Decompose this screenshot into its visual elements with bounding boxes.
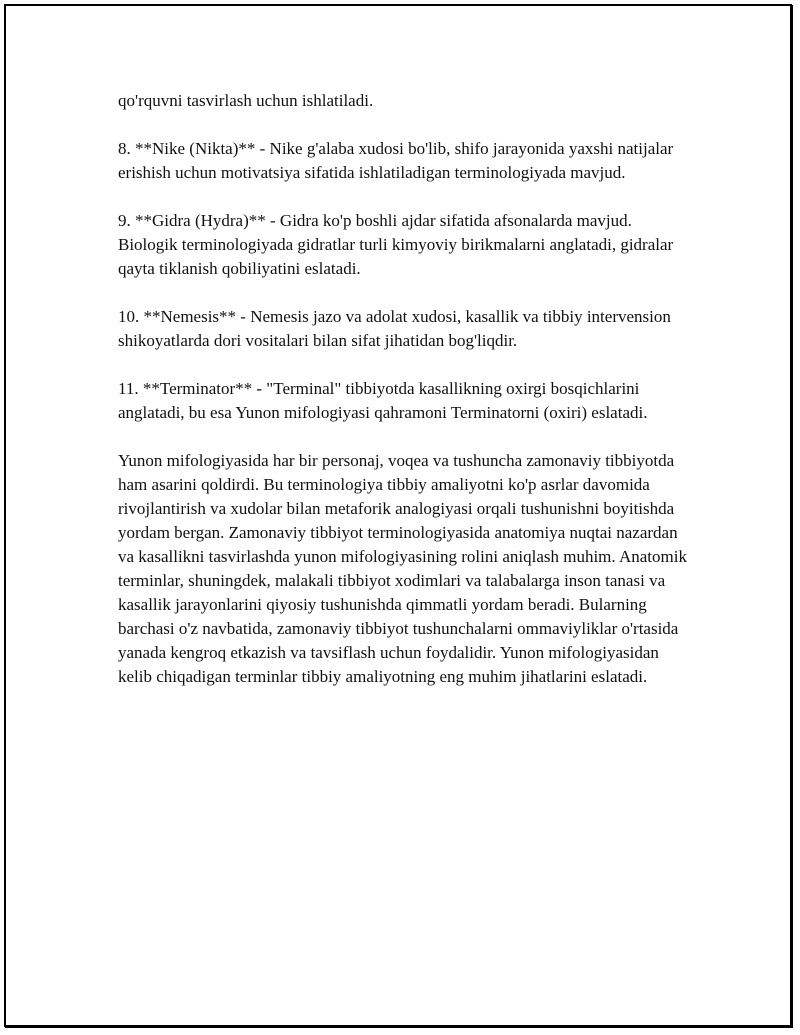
paragraph-item-9-gidra: 9. **Gidra (Hydra)** - Gidra ko'p boshli ajdar sifatida afsonalarda mavjud. Biologik terminologiyada gidratlar turli kimyoviy birikmalarni anglatadi, gidralar qayta tiklanish qobiliyatini eslatadi. <box>118 211 674 278</box>
paragraph-continuation: qo'rquvni tasvirlash uchun ishlatiladi. <box>118 91 374 110</box>
paragraph-conclusion: Yunon mifologiyasida har bir personaj, voqea va tushuncha zamonaviy tibbiyotda ham asarini qoldirdi. Bu terminologiya tibbiy amaliyotni ko'p asrlar davomida rivojlantirish va xudolar bilan metaforik analogiyasi orqali tushunishni boyitishda yordam bergan. Zamonaviy tibbiyot terminologiyasida anatomiya nuqtai nazardan va kasallikni tasvirlashda yunon mifologiyasining rolini aniqlash muhim. Anatomik terminlar, shuningdek, malakali tibbiyot xodimlari va talabalarga inson tanasi va kasallik jarayonlarini qiyosiy tushunishda qimmatli yordam beradi. Bularning barchasi o'z navbatida, zamonaviy tibbiyot tushunchalarni ommaviyliklar o'rtasida yanada kengroq etkazish va tavsiflash uchun foydalidir. Yunon mifologiyasidan kelib chiqadigan terminlar tibbiy amaliyotning eng muhim jihatlarini eslatadi. <box>118 451 687 686</box>
document-body <box>118 89 693 713</box>
paragraph-item-8-nike: 8. **Nike (Nikta)** - Nike g'alaba xudosi bo'lib, shifo jarayonida yaxshi natijalar erishish uchun motivatsiya sifatida ishlatiladigan terminologiyada mavjud. <box>118 139 674 182</box>
paragraph-item-10-nemesis: 10. **Nemesis** - Nemesis jazo va adolat xudosi, kasallik va tibbiy intervension shikoyatlarda dori vositalari bilan sifat jihatidan bog'liqdir. <box>118 307 671 350</box>
paragraph-item-11-terminator: 11. **Terminator** - "Terminal" tibbiyotda kasallikning oxirgi bosqichlarini anglatadi, bu esa Yunon mifologiyasi qahramoni Terminatorni (oxiri) eslatadi. <box>118 379 648 422</box>
